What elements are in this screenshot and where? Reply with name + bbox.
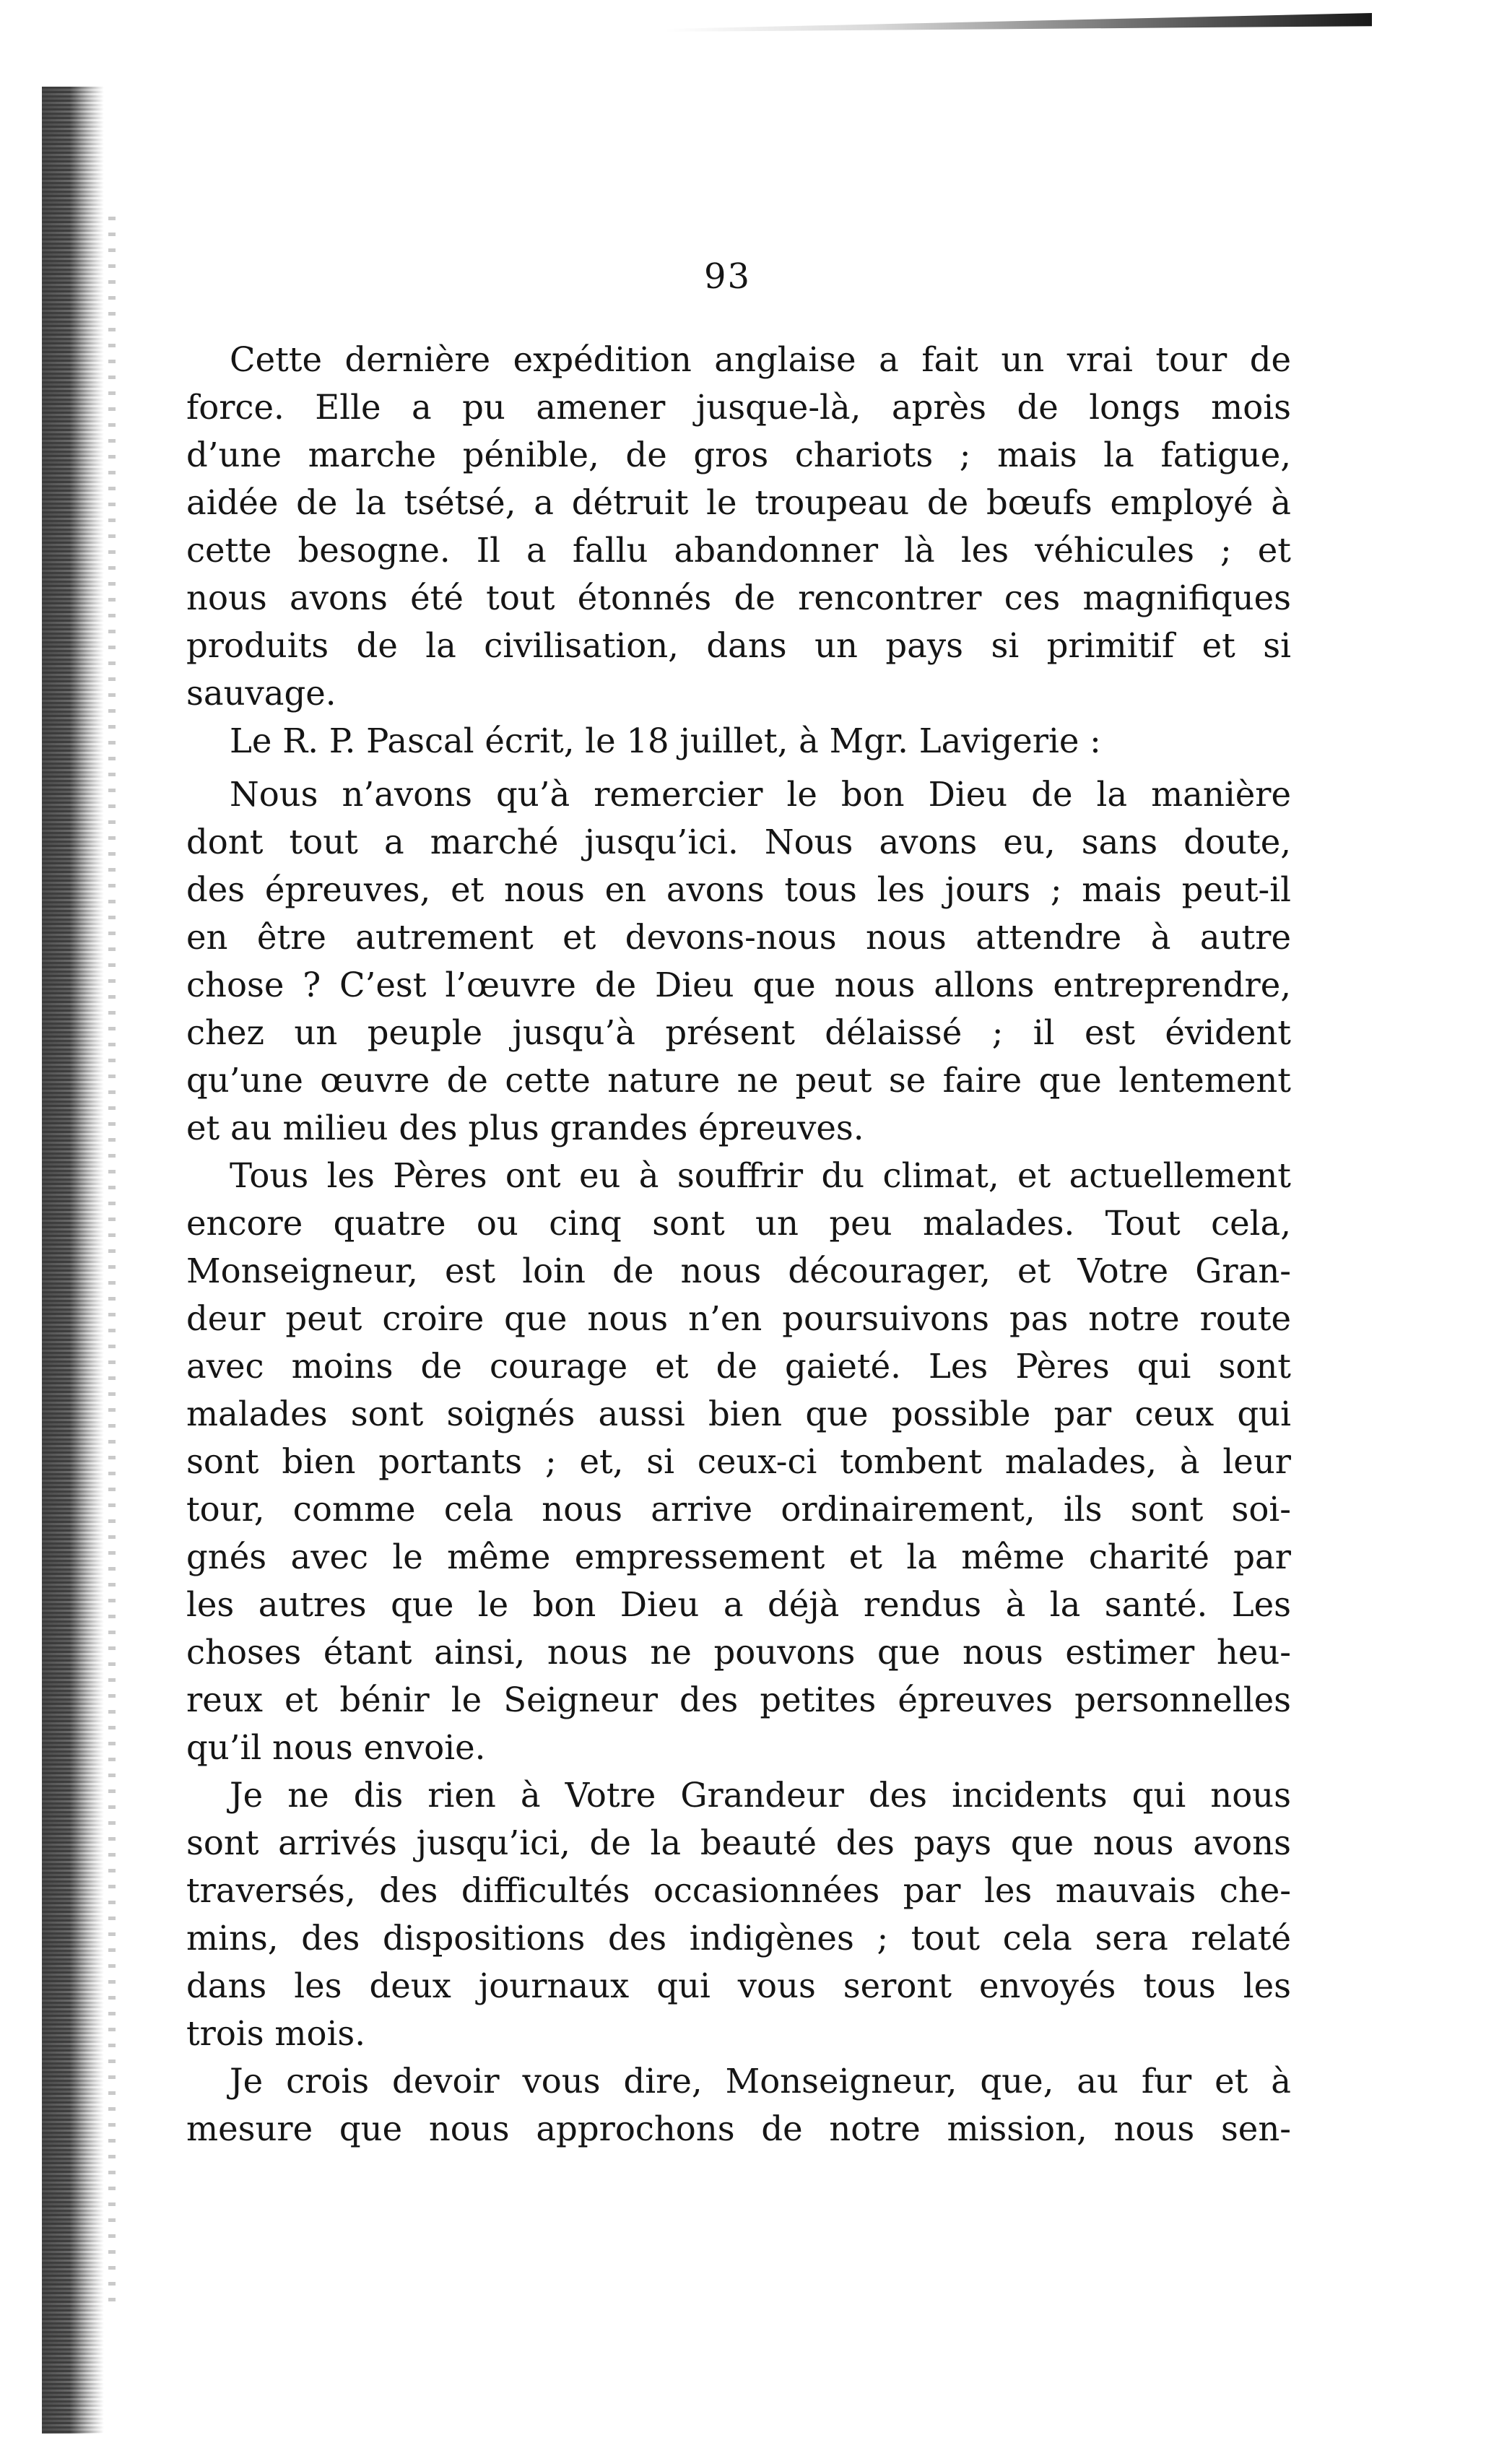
text-line: nous avons été tout étonnés de rencontrer ces magnifiques bbox=[186, 578, 1291, 617]
text-line: et au milieu des plus grandes épreuves. bbox=[186, 1108, 864, 1147]
text-line: sont bien portants ; et, si ceux-ci tombent malades, à leur bbox=[186, 1442, 1291, 1481]
text-line: Le R. P. Pascal écrit, le 18 juillet, à Mgr. Lavigerie : bbox=[230, 721, 1101, 760]
text-line: d’une marche pénible, de gros chariots ; mais la fatigue, bbox=[186, 435, 1291, 474]
text-line: qu’une œuvre de cette nature ne peut se faire que lentement bbox=[186, 1061, 1291, 1100]
body-text bbox=[186, 336, 1291, 2153]
text-line: dans les deux journaux qui vous seront envoyés tous les bbox=[186, 1966, 1291, 2005]
text-line: encore quatre ou cinq sont un peu malades. Tout cela, bbox=[186, 1204, 1291, 1243]
text-line: reux et bénir le Seigneur des petites épreuves personnelles bbox=[186, 1680, 1291, 1719]
text-line: choses étant ainsi, nous ne pouvons que nous estimer heu- bbox=[186, 1633, 1291, 1672]
text-line: deur peut croire que nous n’en poursuivons pas notre route bbox=[186, 1299, 1291, 1338]
text-line: tour, comme cela nous arrive ordinairement, ils sont soi- bbox=[186, 1490, 1291, 1529]
text-line: malades sont soignés aussi bien que possible par ceux qui bbox=[186, 1394, 1291, 1433]
scan-streak bbox=[664, 13, 1372, 32]
text-line: qu’il nous envoie. bbox=[186, 1728, 486, 1767]
text-line: en être autrement et devons-nous nous attendre à autre bbox=[186, 918, 1291, 957]
text-line: produits de la civilisation, dans un pays si primitif et si bbox=[186, 626, 1291, 665]
text-line: dont tout a marché jusqu’ici. Nous avons eu, sans doute, bbox=[186, 822, 1291, 861]
text-line: chez un peuple jusqu’à présent délaissé ; il est évident bbox=[186, 1013, 1291, 1052]
paragraph-letter-3 bbox=[186, 1771, 1291, 2057]
text-line: Je crois devoir vous dire, Monseigneur, que, au fur et à bbox=[230, 2062, 1291, 2101]
text-line: traversés, des difficultés occasionnées par les mauvais che- bbox=[186, 1871, 1291, 1910]
text-line: cette besogne. Il a fallu abandonner là les véhicules ; et bbox=[186, 531, 1291, 570]
binding-shadow bbox=[42, 87, 104, 2434]
binding-texture bbox=[108, 217, 116, 2311]
text-line: Tous les Pères ont eu à souffrir du climat, et actuellement bbox=[230, 1156, 1291, 1195]
text-line: chose ? C’est l’œuvre de Dieu que nous allons entreprendre, bbox=[186, 965, 1291, 1004]
text-line: Cette dernière expédition anglaise a fait un vrai tour de bbox=[230, 340, 1291, 379]
text-line: les autres que le bon Dieu a déjà rendus à la santé. Les bbox=[186, 1585, 1291, 1624]
text-line: Monseigneur, est loin de nous décourager, et Votre Gran- bbox=[186, 1251, 1291, 1290]
paragraph-letter-4 bbox=[186, 2057, 1291, 2153]
text-line: des épreuves, et nous en avons tous les jours ; mais peut-il bbox=[186, 870, 1291, 909]
text-line: sont arrivés jusqu’ici, de la beauté des pays que nous avons bbox=[186, 1823, 1291, 1862]
text-line: avec moins de courage et de gaieté. Les Pères qui sont bbox=[186, 1347, 1291, 1386]
text-line: mins, des dispositions des indigènes ; tout cela sera relaté bbox=[186, 1919, 1291, 1958]
paragraph-letter-2 bbox=[186, 1152, 1291, 1771]
text-line: trois mois. bbox=[186, 2014, 366, 2053]
text-line: aidée de la tsétsé, a détruit le troupeau de bœufs employé à bbox=[186, 483, 1291, 522]
text-line: mesure que nous approchons de notre mission, nous sen- bbox=[186, 2109, 1291, 2148]
paragraph-intro-letter bbox=[186, 717, 1291, 765]
text-line: Nous n’avons qu’à remercier le bon Dieu de la manière bbox=[230, 775, 1291, 814]
paragraph-expedition bbox=[186, 336, 1291, 717]
page-number: 93 bbox=[704, 256, 752, 297]
text-line: Je ne dis rien à Votre Grandeur des incidents qui nous bbox=[230, 1776, 1291, 1815]
paragraph-letter-1 bbox=[186, 771, 1291, 1152]
text-line: force. Elle a pu amener jusque-là, après de longs mois bbox=[186, 388, 1291, 427]
text-line: gnés avec le même empressement et la même charité par bbox=[186, 1537, 1291, 1576]
text-line: sauvage. bbox=[186, 674, 336, 713]
